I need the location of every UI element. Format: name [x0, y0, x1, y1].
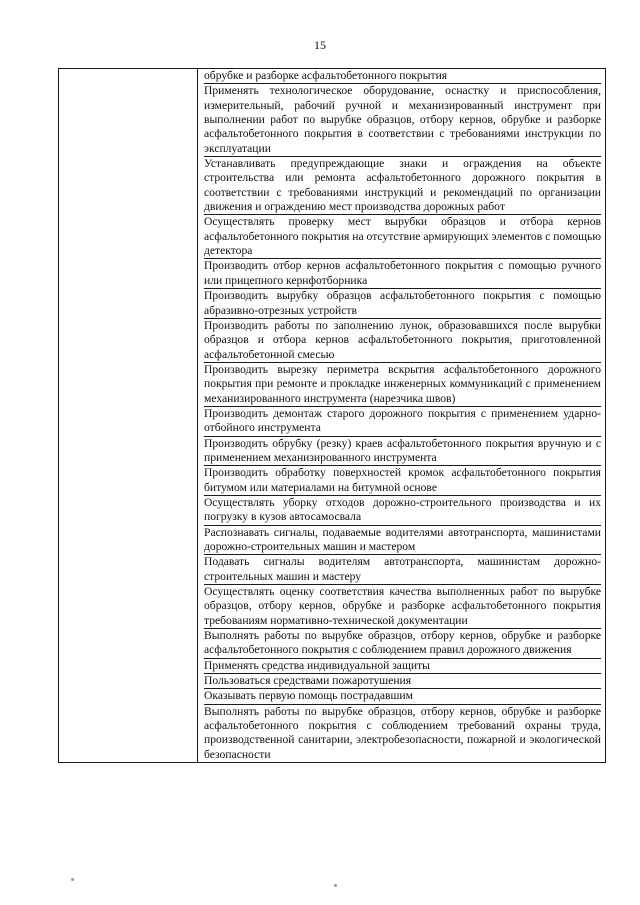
list-item: Осуществлять уборку отходов дорожно-строительного производства и их погрузку в кузов автосамосвала [204, 496, 601, 526]
list-item: Производить вырубку образцов асфальтобетонного покрытия с помощью абразивно-отрезных устройств [204, 289, 601, 319]
list-item: Производить вырезку периметра вскрытия асфальтобетонного дорожного покрытия при ремонте и прокладке инженерных коммуникаций с применением механизированного инструмента (нарезчика швов) [204, 363, 601, 407]
list-item: Оказывать первую помощь пострадавшим [204, 689, 601, 704]
scan-speck [71, 878, 74, 881]
list-item: Выполнять работы по вырубке образцов, отбору кернов, обрубке и разборке асфальтобетонного покрытия с соблюдением требований охраны труда, производственной санитарии, электробезопасности, пожарной и экологической безопасности [204, 704, 601, 761]
left-column-cell [59, 69, 198, 763]
list-item: Пользоваться средствами пожаротушения [204, 674, 601, 689]
table-row [59, 69, 606, 763]
list-item: Осуществлять проверку мест вырубки образцов и отбора кернов асфальтобетонного покрытия на отсутствие армирующих элементов с помощью детектора [204, 215, 601, 259]
page-number: 15 [314, 38, 326, 52]
list-item: Подавать сигналы водителям автотранспорта, машинистам дорожно-строительных машин и мастеру [204, 555, 601, 585]
list-item: Осуществлять оценку соответствия качества выполненных работ по вырубке образцов, отбору кернов, обрубке и разборке асфальтобетонного покрытия требованиям нормативно-технической документации [204, 585, 601, 629]
list-item: Производить обработку поверхностей кромок асфальтобетонного покрытия битумом или материалами на битумной основе [204, 466, 601, 496]
list-item: Выполнять работы по вырубке образцов, отбору кернов, обрубке и разборке асфальтобетонного покрытия с соблюдением правил дорожного движения [204, 629, 601, 659]
list-item: Производить демонтаж старого дорожного покрытия с применением ударно-отбойного инструмента [204, 407, 601, 437]
list-item: Производить работы по заполнению лунок, образовавшихся после вырубки образцов и отбора кернов асфальтобетонного покрытия, приготовленной асфальтобетонной смесью [204, 319, 601, 363]
list-item: Устанавливать предупреждающие знаки и ограждения на объекте строительства или ремонта асфальтобетонного дорожного покрытия в соответствии с требованиями инструкций и рекомендаций по организации движения и ограждению мест производства дорожных работ [204, 157, 601, 215]
list-item: Производить обрубку (резку) краев асфальтобетонного покрытия вручную и с применением механизированного инструмента [204, 437, 601, 467]
right-column-cell [198, 69, 606, 763]
list-item: Производить отбор кернов асфальтобетонного покрытия с помощью ручного или прицепного кернфотборника [204, 259, 601, 289]
list-item: обрубке и разборке асфальтобетонного покрытия [204, 69, 601, 84]
skills-table [58, 68, 606, 763]
list-item: Применять технологическое оборудование, оснастку и приспособления, измерительный, рабочий ручной и механизированный инструмент при выполнении работ по вырубке образцов, отбору кернов, обрубке и разборке асфальтобетонного покрытия в соответствии с требованиями инструкции по эксплуатации [204, 84, 601, 157]
list-item: Применять средства индивидуальной защиты [204, 659, 601, 674]
list-item: Распознавать сигналы, подаваемые водителями автотранспорта, машинистами дорожно-строительных машин и мастером [204, 526, 601, 556]
scan-speck [334, 884, 337, 887]
